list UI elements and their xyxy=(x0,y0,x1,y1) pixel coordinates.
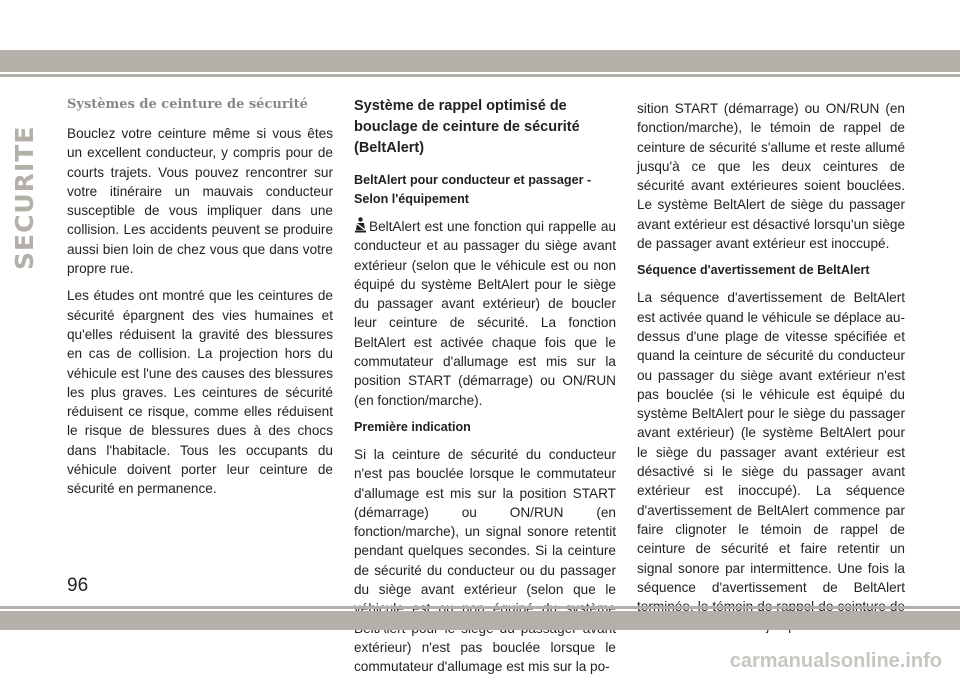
subheading: BeltAlert pour conducteur et passager - Selon l'équipement xyxy=(354,173,592,206)
seatbelt-warning-icon xyxy=(354,217,367,233)
bottom-decorative-bar xyxy=(0,611,960,630)
page-number: 96 xyxy=(67,575,89,596)
section-heading: Systèmes de ceinture de sécurité xyxy=(67,97,308,112)
paragraph: La séquence d'avertissement de BeltAlert est activée quand le véhicule se déplace au-dessus d'une plage de vitesse spécifiée et quand la ceinture de sécurité du conducteur ou passager du siège avant extérieur n'est pas bouclée (si le véhicule est équipé du système BeltAlert pour le siège du passager avant extérieur) (le système BeltAlert pour le siège du passager avant extérieur est désactivé si le siège du passager avant extérieur est inoccupé). La séquence d'avertissement de BeltAlert commence par faire clignoter le témoin de rappel de ceinture de sécurité et faire retentir un signal sonore par intermittence. Une fois la séquence d'avertissement de BeltAlert xyxy=(637,290,905,595)
watermark: carmanualsonline.info xyxy=(729,650,942,672)
column-1 xyxy=(67,96,333,507)
paragraph: Si la ceinture de sécurité du conducteur n'est pas bouclée lorsque le commutateur d'allumage est mis sur la position START (démarrage) ou ON/RUN (en fonction/marche), un signal sonore retentit pendant quelques secondes. Si la ceinture de sécurité du conducteur ou du passager du siège avant extérieur (selon que le extérieur) n'est pas bouclée lorsque le commutateur d'allumage est mis sur la po- xyxy=(354,446,616,675)
section-side-title: SECURITE xyxy=(10,125,39,270)
top-margin xyxy=(0,0,960,50)
subheading: Première indication xyxy=(354,419,471,434)
top-decorative-line xyxy=(0,74,960,77)
paragraph-text: BeltAlert est une fonction qui rappelle au conducteur et au passager du siège avant extérieur (selon que le véhicule est ou non équipé du système BeltAlert pour le siège du passager avant extérieur) de boucler leur ceinture de sécurité. La fonction BeltAlert est activée chaque fois que le commutateur d'allumage est mis sur la position START (démarrage) ou ON/RUN (en fonction/marche). xyxy=(354,219,616,408)
paragraph: Bouclez votre ceinture même si vous êtes un excellent conducteur, y compris pour de courts trajets. Vous pouvez rencontrer sur votre itinéraire un mauvais conducteur susceptible de vous impliquer dans une collision. Les accidents peuvent se produire aussi bien loin de chez vous que dans votre propre rue. xyxy=(67,126,333,277)
paragraph: sition START (démarrage) ou ON/RUN (en fonction/marche), le témoin de rappel de ceinture de sécurité s'allume et reste allumé jusqu'à ce que les deux ceintures de sécurité avant extérieures soient bouclées. Le système BeltAlert de siège du passager avant extérieur est désactivé lorsqu'un siège de passager avant extérieur est inoccupé. xyxy=(637,101,905,252)
paragraph xyxy=(354,217,616,410)
article-heading: Système de rappel optimisé de bouclage de ceinture de sécurité (BeltAlert) xyxy=(354,98,580,156)
top-decorative-bar xyxy=(0,50,960,72)
subheading: Séquence d'avertissement de BeltAlert xyxy=(637,263,870,278)
column-3 xyxy=(637,99,905,644)
bottom-decorative-line xyxy=(0,606,960,609)
column-2 xyxy=(354,96,616,685)
paragraph: Les études ont montré que les ceintures de sécurité épargnent des vies humaines et qu'elles réduisent la gravité des blessures en cas de collision. La projection hors du véhicule est l'une des causes des blessures les plus graves. Les ceintures de sécurité réduisent ce risque, comme elles réduisent le risque de blessures dues à des chocs dans l'habitacle. Tous les occupants du véhicule doivent porter leur ceinture de sécurité en permanence. xyxy=(67,288,333,497)
